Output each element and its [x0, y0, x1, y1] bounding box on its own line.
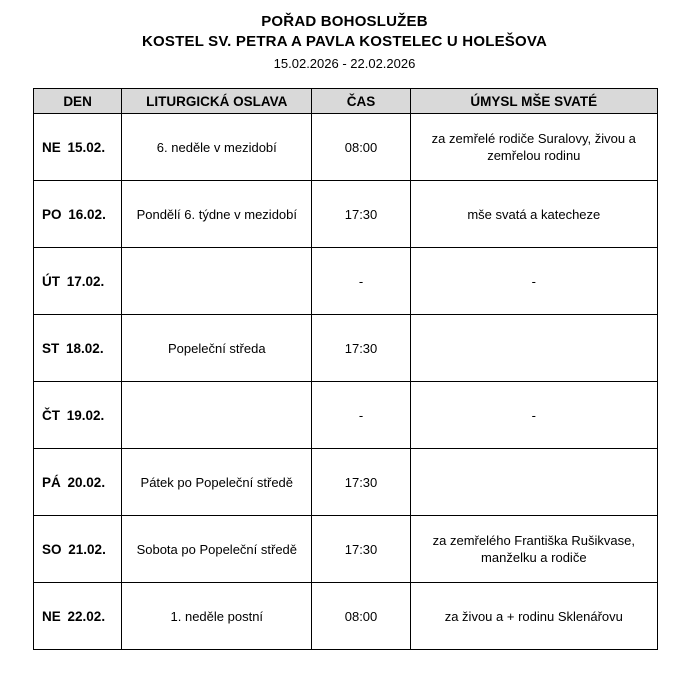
cell-day — [34, 114, 122, 181]
day-date: 20.02. — [67, 474, 106, 490]
day-date: 15.02. — [67, 139, 106, 155]
column-header-intention: ÚMYSL MŠE SVATÉ — [410, 89, 657, 114]
cell-time: 17:30 — [312, 315, 410, 382]
date-range: 15.02.2026 - 22.02.2026 — [273, 56, 416, 71]
cell-day — [34, 516, 122, 583]
table-header-row — [34, 89, 658, 114]
cell-day — [34, 583, 122, 650]
cell-celebration: Popeleční středa — [122, 315, 312, 382]
day-date: 21.02. — [68, 541, 106, 557]
table-row — [34, 181, 658, 248]
cell-intention: za zemřelého Františka Rušikvase, manželku a rodiče — [410, 516, 657, 583]
column-header-day: DEN — [34, 89, 122, 114]
cell-celebration: 6. neděle v mezidobí — [122, 114, 312, 181]
day-name: NE — [42, 608, 61, 624]
day-name: NE — [42, 139, 61, 155]
cell-time: - — [312, 382, 410, 449]
day-name: ČT — [42, 407, 60, 423]
table-row — [34, 449, 658, 516]
cell-celebration: Sobota po Popeleční středě — [122, 516, 312, 583]
cell-intention: za zemřelé rodiče Suralovy, živou a zemřelou rodinu — [410, 114, 657, 181]
cell-intention — [410, 315, 657, 382]
table-body — [34, 114, 658, 650]
cell-intention: - — [410, 248, 657, 315]
cell-intention: za živou a + rodinu Sklenářovu — [410, 583, 657, 650]
column-header-celebration: LITURGICKÁ OSLAVA — [122, 89, 312, 114]
cell-time: 17:30 — [312, 449, 410, 516]
table-row — [34, 248, 658, 315]
cell-day — [34, 315, 122, 382]
cell-time: 17:30 — [312, 516, 410, 583]
day-date: 22.02. — [67, 608, 106, 624]
day-date: 16.02. — [68, 206, 106, 222]
document-header — [0, 0, 689, 74]
day-name: PÁ — [42, 474, 61, 490]
cell-intention: mše svatá a katecheze — [410, 181, 657, 248]
schedule-table-container — [33, 88, 658, 650]
table-row — [34, 315, 658, 382]
day-date: 19.02. — [66, 407, 105, 423]
table-row — [34, 516, 658, 583]
cell-time: 08:00 — [312, 583, 410, 650]
cell-celebration — [122, 248, 312, 315]
day-name: PO — [42, 206, 62, 222]
table-row — [34, 583, 658, 650]
page-subtitle: KOSTEL SV. PETRA A PAVLA KOSTELEC U HOLEŠOVA — [142, 33, 547, 50]
cell-day — [34, 248, 122, 315]
cell-day — [34, 181, 122, 248]
cell-day — [34, 449, 122, 516]
table-row — [34, 382, 658, 449]
day-name: ST — [42, 340, 60, 356]
cell-day — [34, 382, 122, 449]
cell-intention: - — [410, 382, 657, 449]
cell-celebration: Pondělí 6. týdne v mezidobí — [122, 181, 312, 248]
cell-intention — [410, 449, 657, 516]
cell-celebration: 1. neděle postní — [122, 583, 312, 650]
cell-time: 08:00 — [312, 114, 410, 181]
day-name: ÚT — [42, 273, 60, 289]
day-date: 18.02. — [66, 340, 104, 356]
table-row — [34, 114, 658, 181]
day-name: SO — [42, 541, 62, 557]
cell-celebration: Pátek po Popeleční středě — [122, 449, 312, 516]
cell-time: 17:30 — [312, 181, 410, 248]
day-date: 17.02. — [66, 273, 105, 289]
schedule-table — [33, 88, 658, 650]
page-title: POŘAD BOHOSLUŽEB — [261, 13, 428, 30]
cell-time: - — [312, 248, 410, 315]
column-header-time: ČAS — [312, 89, 410, 114]
cell-celebration — [122, 382, 312, 449]
